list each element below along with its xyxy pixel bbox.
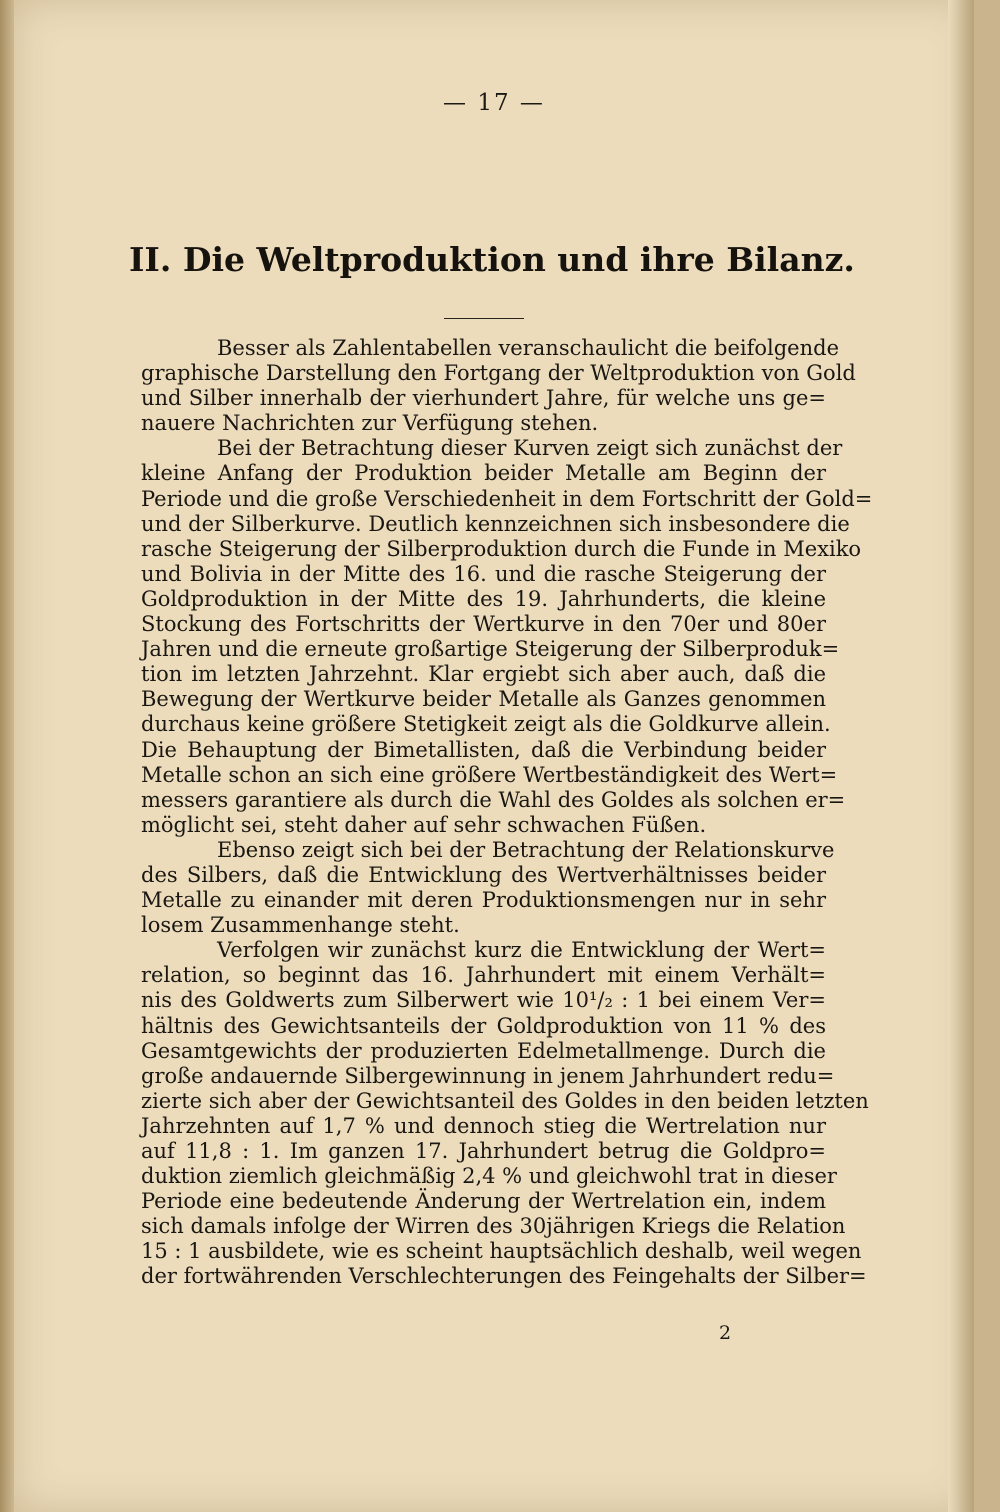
text-line: graphische Darstellung den Fortgang der Weltproduktion von Gold: [141, 361, 856, 386]
text-line: rasche Steigerung der Silberproduktion durch die Funde in Mexiko: [141, 536, 862, 561]
text-line: Stockung des Fortschritts der Wertkurve in den 70er und 80er: [141, 612, 826, 637]
text-line: Metalle schon an sich eine größere Wertbeständigkeit des Wert=: [141, 762, 838, 787]
signature-mark: 2: [719, 1322, 732, 1344]
text-line: und Bolivia in der Mitte des 16. und die rasche Steigerung der: [141, 561, 826, 586]
text-line: Jahren und die erneute großartige Steigerung der Silberproduk=: [141, 637, 840, 662]
chapter-heading: II. Die Weltproduktion und ihre Bilanz.: [129, 240, 855, 279]
text-line: duktion ziemlich gleichmäßig 2,4 % und gleichwohl trat in dieser: [141, 1164, 837, 1189]
page-number: — 17 —: [443, 90, 545, 116]
text-line: relation, so beginnt das 16. Jahrhundert mit einem Verhält=: [141, 963, 826, 988]
text-line: Ebenso zeigt sich bei der Betrachtung der Relationskurve: [217, 837, 835, 862]
text-line: Bei der Betrachtung dieser Kurven zeigt sich zunächst der: [217, 436, 843, 461]
text-line: möglicht sei, steht daher auf sehr schwachen Füßen.: [141, 812, 707, 837]
text-line: Goldproduktion in der Mitte des 19. Jahrhunderts, die kleine: [141, 586, 826, 611]
body-text: [141, 336, 873, 1290]
page-edge-shadow: [948, 0, 974, 1512]
text-line: des Silbers, daß die Entwicklung des Wertverhältnisses beider: [141, 862, 826, 887]
text-line: Verfolgen wir zunächst kurz die Entwicklung der Wert=: [217, 938, 826, 963]
text-line: sich damals infolge der Wirren des 30jährigen Kriegs die Relation: [141, 1214, 846, 1239]
text-line: auf 11,8 : 1. Im ganzen 17. Jahrhundert betrug die Goldpro=: [141, 1139, 826, 1163]
text-line: Periode und die große Verschiedenheit in dem Fortschritt der Gold=: [141, 486, 873, 511]
heading-divider: [444, 318, 524, 319]
text-line: und der Silberkurve. Deutlich kennzeichnen sich insbesondere die: [141, 511, 850, 536]
text-line: nis des Goldwerts zum Silberwert wie 10¹/₂ : 1 bei einem Ver=: [141, 988, 826, 1013]
text-line: tion im letzten Jahrzehnt. Klar ergiebt sich aber auch, daß die: [141, 662, 826, 687]
text-line: zierte sich aber der Gewichtsanteil des Goldes in den beiden letzten: [141, 1088, 869, 1113]
text-line: Bewegung der Wertkurve beider Metalle als Ganzes genommen: [141, 687, 826, 712]
text-line: Besser als Zahlentabellen veranschaulicht die beifolgende: [217, 336, 840, 360]
text-line: große andauernde Silbergewinnung in jenem Jahrhundert redu=: [141, 1063, 835, 1088]
text-line: kleine Anfang der Produktion beider Metalle am Beginn der: [141, 461, 826, 486]
text-line: Gesamtgewichts der produzierten Edelmetallmenge. Durch die: [141, 1038, 826, 1063]
text-line: Metalle zu einander mit deren Produktionsmengen nur in sehr: [141, 888, 826, 913]
book-page: [14, 0, 974, 1512]
text-line: durchaus keine größere Stetigkeit zeigt als die Goldkurve allein.: [141, 712, 831, 737]
text-line: messers garantiere als durch die Wahl des Goldes als solchen er=: [141, 787, 846, 812]
text-line: nauere Nachrichten zur Verfügung stehen.: [141, 411, 599, 436]
text-line: Jahrzehnten auf 1,7 % und dennoch stieg die Wertrelation nur: [141, 1113, 826, 1138]
text-line: 15 : 1 ausbildete, wie es scheint hauptsächlich deshalb, weil wegen: [141, 1239, 862, 1264]
text-line: Periode eine bedeutende Änderung der Wertrelation ein, indem: [141, 1189, 826, 1214]
text-line: hältnis des Gewichtsanteils der Goldproduktion von 11 % des: [141, 1013, 826, 1038]
text-line: losem Zusammenhange steht.: [141, 913, 460, 938]
text-line: der fortwährenden Verschlechterungen des Feingehalts der Silber=: [141, 1264, 867, 1289]
text-line: und Silber innerhalb der vierhundert Jahre, für welche uns ge=: [141, 386, 826, 411]
text-line: Die Behauptung der Bimetallisten, daß die Verbindung beider: [141, 737, 826, 762]
